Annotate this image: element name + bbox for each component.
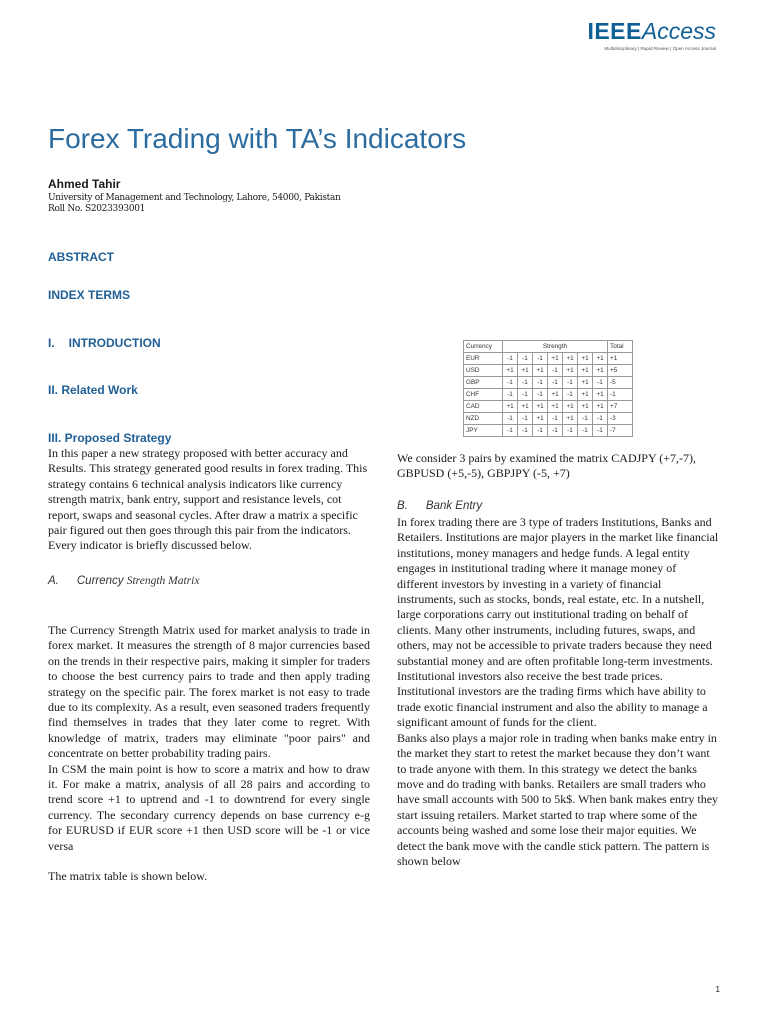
strength-cell: -1 [533,377,548,389]
strength-cell: +1 [533,365,548,377]
proposed-strategy-text [48,446,370,554]
strength-cell: +1 [563,413,578,425]
table-row [464,353,633,365]
bank-entry-paragraph: In forex trading there are 3 type of traders Institutions, Banks and Retailers. Institutions are major players in the market like financial institutions, money managers and hedge funds. A legal entity engages in institutional trading where it manage money of different investors by investing in a variety of financial instruments, such as stocks, bonds, real estate, etc. In a nutshell, large corporations carry out institutional trading on behalf of clients. Many other instruments, including futures, swaps, and others, may not be accessible to private traders because they need substantial money and are often profitable long-term investments. Institutional investors also receive the best trade prices. Institutional investors are the trading firms which have ability to trade exotic financial instrument and also the ability to manage a significant amount of funds for the client. [397,515,719,730]
strength-cell: -1 [503,353,518,365]
strength-cell: -1 [503,377,518,389]
subsection-a-title-2: Strength Matrix [126,575,200,587]
strength-cell: -1 [548,365,563,377]
strength-cell: +1 [518,365,533,377]
currency-cell: CAD [464,401,503,413]
strength-cell: +1 [578,401,593,413]
strength-cell: -1 [503,389,518,401]
strength-cell: -1 [548,413,563,425]
table-row [464,425,633,437]
strength-cell: -1 [563,377,578,389]
strength-cell: +1 [563,401,578,413]
subsection-b-title: Bank Entry [425,500,483,512]
related-work-heading: II. Related Work [48,383,138,397]
introduction-label: INTRODUCTION [68,336,161,350]
total-cell: -7 [608,425,633,437]
strength-cell: -1 [533,389,548,401]
strength-cell: -1 [533,353,548,365]
strength-cell: -1 [593,413,608,425]
currency-cell: CHF [464,389,503,401]
header-strength: Strength [503,341,608,353]
csm-scoring-paragraph: In CSM the main point is how to score a matrix and how to draw it. For make a matrix, analysis of all 28 pairs and according to trend score +1 to uptrend and -1 to downtrend for every single currency. The secondary currency depends on base currency e-g for EURUSD if EUR score +1 then USD score will be -1 or vice versa [48,761,370,853]
total-cell: +1 [608,353,633,365]
strength-cell: +1 [518,401,533,413]
strength-cell: -1 [593,377,608,389]
ieee-access-logo [587,18,716,51]
abstract-heading: ABSTRACT [48,250,114,264]
strength-cell: +1 [578,365,593,377]
subsection-a-heading [48,575,199,587]
page-number: 1 [715,985,720,994]
proposed-strategy-paragraph: In this paper a new strategy proposed with better accuracy and Results. This strategy generated good results in forex trading. This strategy contains 6 technical analysis indicators like currency strength matrix, bank entry, support and resistance levels, cot report, swaps and seasonal cycles. After draw a matrix a specific pair figured out then goes through this pair from the indicators. Every indicator is briefly discussed below. [48,446,368,553]
author-roll-number: Roll No. S2023393001 [48,204,146,214]
strength-cell: -1 [533,425,548,437]
author-affiliation: University of Management and Technology, Lahore, 54000, Pakistan [48,193,341,203]
currency-cell: JPY [464,425,503,437]
strength-cell: -1 [548,425,563,437]
strength-cell: +1 [533,401,548,413]
strength-cell: +1 [503,401,518,413]
strength-cell: +1 [563,365,578,377]
currency-cell: USD [464,365,503,377]
table-row [464,389,633,401]
strength-cell: +1 [593,365,608,377]
strength-cell: -1 [578,425,593,437]
logo-tagline: Multidisciplinary | Rapid Review | Open Access Journal [604,46,716,51]
table-row [464,377,633,389]
total-cell: +5 [608,365,633,377]
pair-selection-paragraph: We consider 3 pairs by examined the matrix CADJPY (+7,-7), GBPUSD (+5,-5), GBPJPY (-5, +7) [397,451,696,481]
table-header-row [464,341,633,353]
logo-brand-access: Access [641,18,716,44]
strength-cell: -1 [518,377,533,389]
proposed-strategy-heading: III. Proposed Strategy [48,431,172,445]
logo-brand: IEEE [587,18,642,44]
introduction-number: I. [48,336,55,350]
total-cell: -3 [608,413,633,425]
currency-cell: EUR [464,353,503,365]
strength-cell: -1 [518,413,533,425]
strength-cell: +1 [593,353,608,365]
strength-cell: +1 [548,401,563,413]
strength-cell: +1 [593,389,608,401]
strength-cell: +1 [593,401,608,413]
table-row [464,401,633,413]
strength-cell: -1 [548,377,563,389]
strength-cell: -1 [503,413,518,425]
matrix-intro-paragraph: The matrix table is shown below. [48,869,208,884]
currency-cell: NZD [464,413,503,425]
table-row [464,365,633,377]
strength-cell: +1 [548,389,563,401]
total-cell: -1 [608,389,633,401]
csm-paragraph: The Currency Strength Matrix used for market analysis to trade in forex market. It measures the strength of 8 major currencies based on the trends in their respective pairs, making it simpler for traders to choose the best currency pairs to trade and then apply trading strategy on the specific pair. The forex market is not easy to trade due to its complexity. As a result, even seasoned traders frequently find themselves in trades that they later come to regret. With knowledge of matrix, traders may eliminate "poor pairs" and concentrate on better probability trading pairs. [48,623,370,761]
strength-cell: +1 [578,377,593,389]
strength-cell: -1 [593,425,608,437]
strength-cell: -1 [518,425,533,437]
subsection-a-title-1: Currency [76,575,124,587]
strength-cell: +1 [578,389,593,401]
strength-cell: -1 [563,389,578,401]
currency-matrix-text [48,623,370,885]
header-total: Total [608,341,633,353]
strength-cell: +1 [578,353,593,365]
strength-cell: -1 [578,413,593,425]
table-row [464,413,633,425]
bank-entry-text [397,515,719,869]
currency-cell: GBP [464,377,503,389]
index-terms-heading: INDEX TERMS [48,288,131,302]
subsection-b-heading [397,500,482,512]
strength-cell: -1 [563,425,578,437]
header-currency: Currency [464,341,503,353]
strength-cell: -1 [518,353,533,365]
paper-title: Forex Trading with TA’s Indicators [48,123,467,154]
banks-role-paragraph: Banks also plays a major role in trading when banks make entry in the market they start to retest the market because they don’t want to trade anyone with them. In this strategy we detect the banks move and do trading with banks. Retailers are small traders who have small accounts with 500 to 5k$. When bank makes entry they start issuing retailers. Market started to trap where some of the accounts being washed and some lose their major equities. We detect the bank move with the candle stick pattern. The pattern is shown below [397,730,719,868]
strength-cell: -1 [503,425,518,437]
subsection-b-number: B. [397,500,408,512]
total-cell: -5 [608,377,633,389]
currency-strength-table [463,340,633,437]
author-name: Ahmed Tahir [48,177,121,191]
strength-cell: +1 [533,413,548,425]
strength-cell: +1 [548,353,563,365]
pair-selection-text [397,451,719,482]
strength-cell: +1 [503,365,518,377]
introduction-heading [48,336,161,350]
strength-cell: -1 [518,389,533,401]
strength-cell: +1 [563,353,578,365]
subsection-a-number: A. [48,575,59,587]
total-cell: +7 [608,401,633,413]
